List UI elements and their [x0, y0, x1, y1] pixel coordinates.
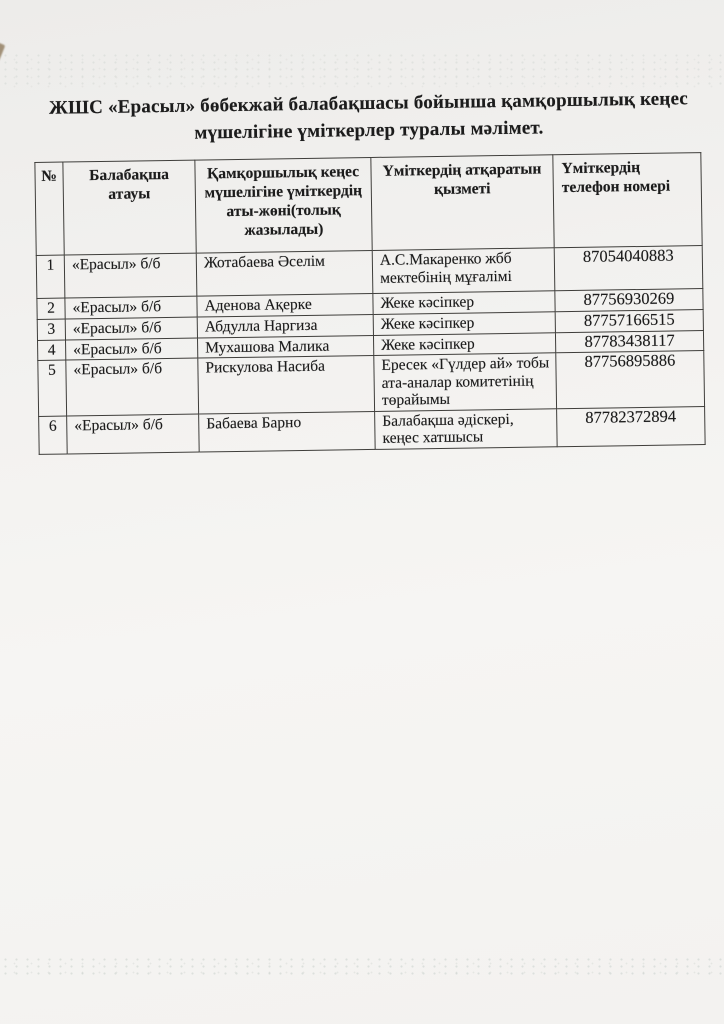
- cell-number: 1: [36, 255, 65, 298]
- cell-kindergarten: «Ерасыл» б/б: [65, 317, 197, 340]
- cell-number: 5: [38, 360, 67, 416]
- cell-phone: 87783438117: [555, 330, 703, 353]
- scan-corner-artifact: [0, 42, 5, 99]
- cell-candidate-name: Рискулова Насиба: [198, 355, 375, 413]
- cell-phone: 87054040883: [554, 246, 703, 291]
- cell-kindergarten: «Ерасыл» б/б: [66, 338, 198, 360]
- cell-position: А.С.Макаренко жбб мектебінің мұғалімі: [372, 248, 555, 294]
- cell-candidate-name: Мухашова Малика: [197, 335, 373, 358]
- cell-kindergarten: «Ерасыл» б/б: [66, 358, 199, 415]
- cell-phone: 87756895886: [556, 351, 705, 409]
- table-row: [38, 351, 705, 416]
- cell-candidate-name: Аденова Ақерке: [197, 293, 373, 316]
- header-phone: Үміткердің телефон номері: [553, 153, 702, 248]
- cell-phone: 87782372894: [557, 406, 706, 446]
- cell-number: 2: [37, 298, 65, 319]
- header-position: Үміткердің атқаратын қызметі: [371, 155, 554, 251]
- document-title: ЖШС «Ерасыл» бөбекжай балабақшасы бойынша қамқоршылық кеңес мүшелігіне үміткерлер туралы мәлімет.: [48, 88, 689, 144]
- table-header-row: [35, 153, 702, 256]
- cell-kindergarten: «Ерасыл» б/б: [65, 296, 197, 318]
- cell-candidate-name: Абдулла Наргиза: [197, 314, 373, 338]
- cell-number: 4: [38, 340, 66, 361]
- header-kindergarten: Балабақша атауы: [63, 160, 196, 255]
- candidates-table: [34, 152, 705, 454]
- scan-noise-band-top: [0, 52, 724, 88]
- cell-phone: 87756930269: [555, 289, 703, 312]
- cell-position: Балабақша әдіскері, кеңес хатшысы: [375, 408, 558, 449]
- cell-position: Ересек «Гүлдер ай» тобы ата-аналар комитетінің төрайымы: [374, 353, 557, 411]
- cell-number: 3: [37, 319, 65, 340]
- header-number: №: [35, 162, 64, 255]
- cell-kindergarten: «Ерасыл» б/б: [67, 414, 200, 454]
- cell-candidate-name: Жотабаева Әселім: [196, 250, 373, 296]
- cell-position: Жеке кәсіпкер: [373, 311, 555, 335]
- document-content: [33, 85, 706, 454]
- scan-noise-band-bottom: [0, 956, 724, 976]
- cell-candidate-name: Бабаева Барно: [199, 411, 376, 452]
- cell-position: Жеке кәсіпкер: [373, 291, 555, 314]
- header-candidate-name: Қамқоршылық кеңес мүшелігіне үміткердің аты-жөні(толық жазылады): [195, 157, 372, 253]
- cell-phone: 87757166515: [555, 309, 703, 332]
- cell-number: 6: [39, 416, 68, 454]
- cell-kindergarten: «Ерасыл» б/б: [64, 253, 197, 298]
- cell-position: Жеке кәсіпкер: [373, 332, 555, 355]
